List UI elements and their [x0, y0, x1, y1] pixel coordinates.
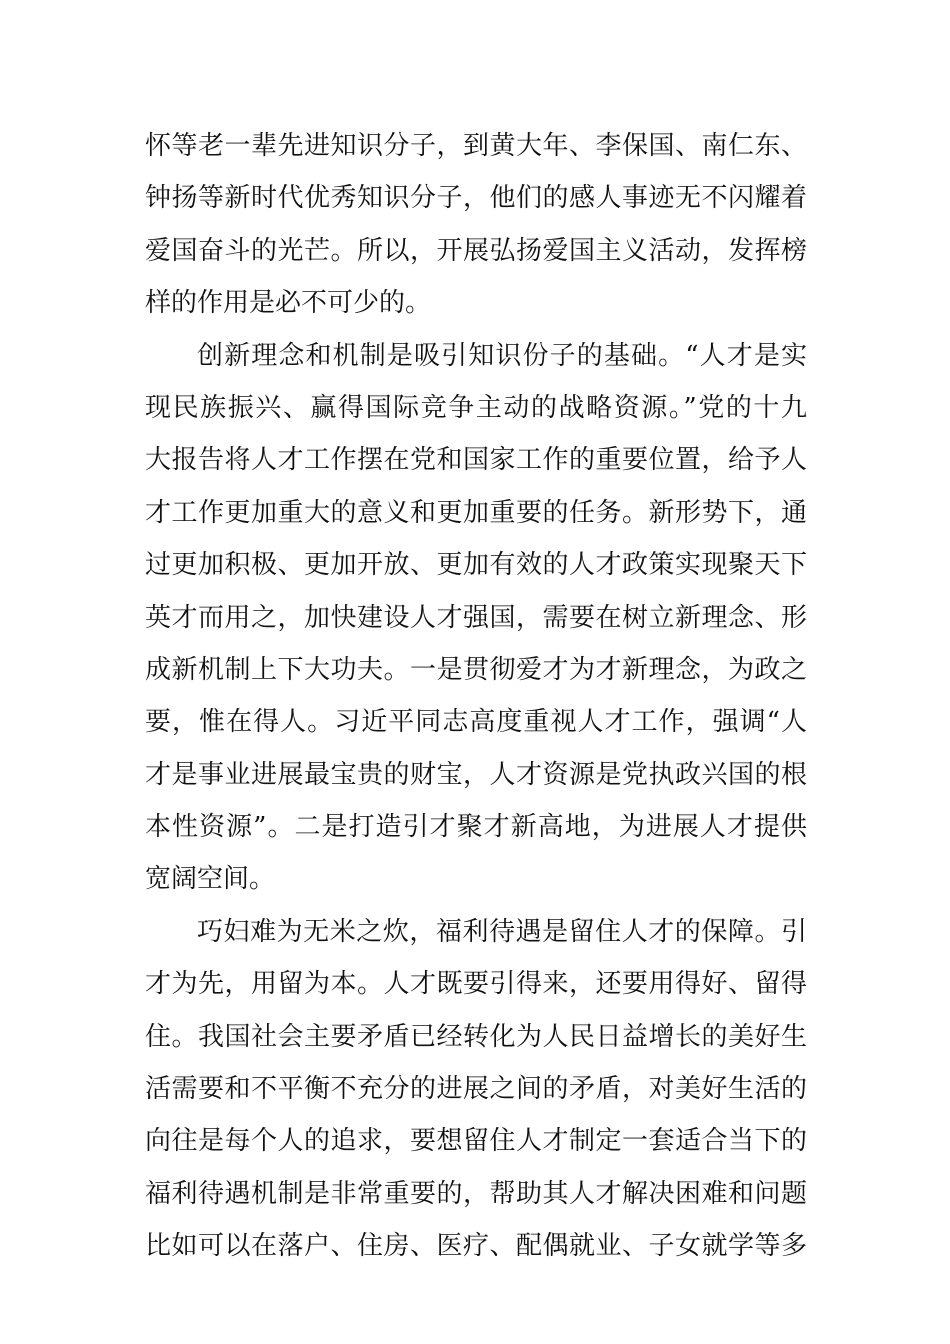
text-line: 才工作更加重大的意义和更加重要的任务。新形势下，通 — [145, 497, 807, 528]
text-line: 才是事业进展最宝贵的财宝，人才资源是党执政兴国的根 — [145, 759, 807, 790]
paragraph-first-line: 创新理念和机制是吸引知识份子的基础。“人才是实 — [197, 340, 807, 371]
text-line: 钟扬等新时代优秀知识分子，他们的感人事迹无不闪耀着 — [145, 183, 807, 214]
text-line: 才为先，用留为本。人才既要引得来，还要用得好、留得 — [145, 969, 807, 1000]
body-text — [145, 120, 807, 1273]
text-line: 现民族振兴、赢得国际竞争主动的战略资源。”党的十九 — [145, 392, 807, 423]
text-line: 大报告将人才工作摆在党和国家工作的重要位置，给予人 — [145, 445, 807, 476]
text-line: 过更加积极、更加开放、更加有效的人才政策实现聚天下 — [145, 550, 807, 581]
text-line: 活需要和不平衡不充分的进展之间的矛盾，对美好生活的 — [145, 1074, 807, 1105]
text-line: 福利待遇机制是非常重要的，帮助其人才解决困难和问题 — [145, 1178, 807, 1209]
text-line: 比如可以在落户、住房、医疗、配偶就业、子女就学等多 — [145, 1231, 807, 1262]
text-line: 样的作用是必不可少的。 — [145, 288, 432, 319]
text-line: 怀等老一辈先进知识分子，到黄大年、李保国、南仁东、 — [145, 131, 807, 161]
text-line: 住。我国社会主要矛盾已经转化为人民日益增长的美好生 — [145, 1021, 807, 1052]
text-line: 本性资源”。二是打造引才聚才新高地，为进展人才提供 — [145, 812, 807, 843]
text-line: 向往是每个人的追求，要想留住人才制定一套适合当下的 — [145, 1126, 807, 1157]
text-line: 宽阔空间。 — [145, 864, 276, 895]
text-line: 要，惟在得人。习近平同志高度重视人才工作，强调“人 — [145, 707, 807, 738]
paragraph-first-line: 巧妇难为无米之炊，福利待遇是留住人才的保障。引 — [197, 916, 807, 947]
text-line: 成新机制上下大功夫。一是贯彻爱才为才新理念，为政之 — [145, 654, 807, 685]
text-line: 爱国奋斗的光芒。所以，开展弘扬爱国主义活动，发挥榜 — [145, 235, 807, 266]
text-line: 英才而用之，加快建设人才强国，需要在树立新理念、形 — [145, 602, 807, 633]
